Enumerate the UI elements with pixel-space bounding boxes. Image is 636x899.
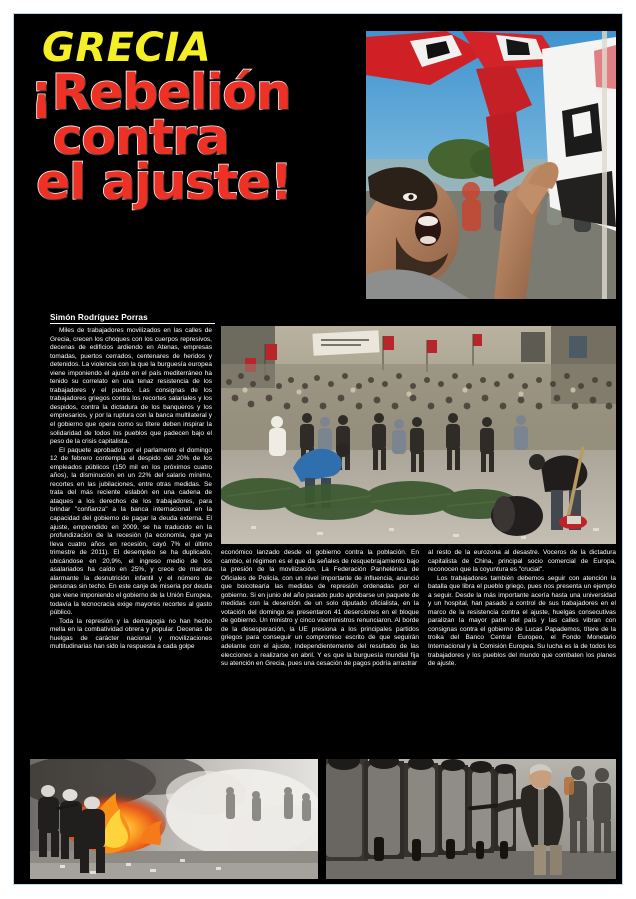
photo-fire-image <box>30 759 318 879</box>
photo-crowd <box>221 326 616 544</box>
paragraph: Toda la represión y la demagogia no han hecho mella en la combatividad obrera y popular. Decenas de huelgas de carácter nacional y movilizaciones multitudinarias han sido la respuesta a cada golpe <box>50 617 212 651</box>
page-title <box>30 64 360 212</box>
photo-fire <box>30 759 318 879</box>
paragraph: económico lanzado desde el gobierno contra la población. En cambio, el régimen es el que da señales de resquebrajamiento bajo la presión de la movilización. La Federación Panhelénica de Oficiales de Policía, con un nivel importante de influencia, anunció que boicotearía las medidas de represión ordenadas por el gobierno. Si en junio del año pasado pudo aprobarse un paquete de medidas con la deserción de un solo diputado oficialista, en la votación del domingo se presentaron 41 deserciones en el bloque de gobierno. Un ministro y cinco viceministros renunciaron. Al borde de la desesperación, la UE presiona a los principales partidos griegos para conseguir un compromiso escrito de que seguirán adelante con el ajuste, independientemente del resultado de las elecciones a realizarse en abril. Y es que la burguesía mundial fija su atención en Grecia, pues una cesación de pagos podría arrastrar <box>221 549 419 668</box>
paragraph: al resto de la eurozona al desastre. Voceros de la dictadura capitalista de China, principal socio comercial de Europa, reconocen que la coyuntura es "crucial". <box>428 549 616 574</box>
headline-line-2: contra <box>52 109 229 167</box>
article-column-2 <box>221 549 419 751</box>
photo-riotline <box>326 759 616 879</box>
paragraph: El paquete aprobado por el parlamento el domingo 12 de febrero contempla el despido del 20% de los empleados públicos (150 mil en los próximos cuatro años), la disminución en un 22% del salario mínimo, recortes en las jubilaciones, entre otras medidas. Se trata del más reciente eslabón en una cadena de ataques a los derechos de los trabajadores, para brindar "confianza" a la banca internacional en la capacidad del gobierno de pagar la deuda externa. El ajuste, emprendido en 2009, se ha traducido en la profundización de la recesión (la economía, que ya lleva cuatro años en recesión, cayó 7% el último trimestre de 2011). El desempleo se ha duplicado, ubicándose en 20,9%, el ingreso medio de los asalariados ha caído en 25%, y crece de manera alarmante la desnutrición infantil y el número de personas sin techo. En este canje de miseria por deuda que viene imponiendo el gobierno de la Unión Europea, todavía la tecnocracia exige mayores recortes al gasto público. <box>50 446 212 617</box>
article-column-3 <box>428 549 616 751</box>
photo-crowd-image <box>221 326 616 544</box>
article-column-1 <box>50 327 212 752</box>
headline-line-1: ¡Rebelión <box>30 64 291 121</box>
title-block <box>30 25 350 298</box>
paragraph: Los trabajadores también debemos seguir con atención la batalla que libra el pueblo griego, pues nos presenta un ejemplo a seguir. Desde la más importante acería hasta una universidad y un hospital, han pasado a control de sus trabajadores en el marco de la resistencia contra el ajuste, huelgas consecutivas paralizan la mayor parte del país y las calles vibran con consignas contra el gobierno de Lucas Papademos, títere de la troika del Banco Central Europeo, el Fondo Monetario Internacional y la Comisión Europea. Su lucha es la de todos los trabajadores y los pueblos del mundo que combaten los planes de ajuste. <box>428 574 616 668</box>
byline: Simón Rodríguez Porras <box>50 313 215 324</box>
newspaper-page <box>13 13 623 885</box>
photo-riotline-image <box>326 759 616 879</box>
paragraph: Miles de trabajadores movilizados en las calles de Grecia, crecen los choques con los cuerpos represivos, decenas de edificios ardiendo en Atenas, empresas tomadas, puertos cerrados, centenares de heridos y detenidos. La violencia con la que la burguesía europea viene imponiendo el ajuste en el país mediterráneo ha tenido su correlato en una tenaz resistencia de los trabajadores y el pueblo. Las consignas de los trabajadores griegos contra los recortes salariales y los despidos, contra la dictadura de los banqueros y los empresarios, y por la ruptura con la banca multilateral y el gobierno que opera como su títere deben inspirar la solidaridad de todos los pueblos que padecen bajo el peso de la crisis capitalista. <box>50 327 212 446</box>
masthead <box>14 14 622 309</box>
photo-protester <box>366 31 616 299</box>
photo-protester-image <box>366 31 616 299</box>
kicker-grecia: GRECIA <box>42 25 212 71</box>
headline-line-3: el ajuste! <box>36 154 292 212</box>
